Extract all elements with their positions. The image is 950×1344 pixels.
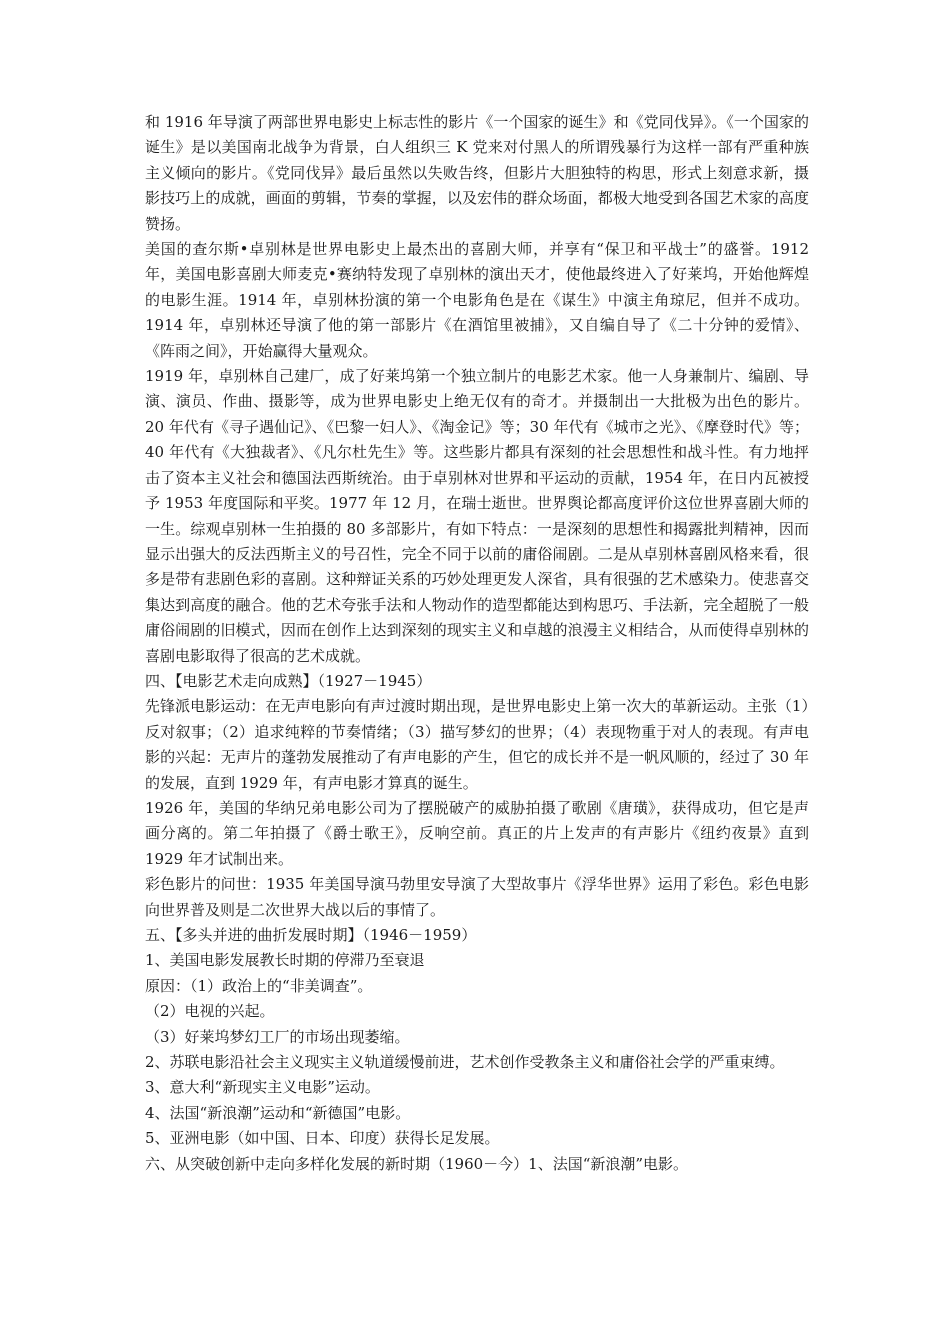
paragraph-chaplin-career: 1919 年，卓别林自己建厂，成了好莱坞第一个独立制片的电影艺术家。他一人身兼制片、编剧、导演、演员、作曲、摄影等，成为世界电影史上绝无仅有的奇才。并摄制出一大批极为出色的影片。20 年代有《寻子遇仙记》、《巴黎一妇人》、《淘金记》等；30 年代有《城市之光》、《摩登时代》等；40 年代有《大独裁者》、《凡尔杜先生》等。这些影片都具有深刻的社会思想性和战斗性。有力地抨击了资本主义社会和德国法西斯统治。由于卓别林对世界和平运动的贡献，1954 年，在日内瓦被授予 1953 年度国际和平奖。1977 年 12 月，在瑞士逝世。世界舆论都高度评价这位世界喜剧大师的一生。综观卓别林一生拍摄的 80 多部影片，有如下特点：一是深刻的思想性和揭露批判精神，因而显示出强大的反法西斯主义的号召性，完全不同于以前的庸俗闹剧。二是从卓别林喜剧风格来看，很多是带有悲剧色彩的喜剧。这种辩证关系的巧妙处理更发人深省，具有很强的艺术感染力。使悲喜交集达到高度的融合。他的艺术夸张手法和人物动作的造型都能达到构思巧、手法新，完全超脱了一般庸俗闹剧的旧模式，因而在创作上达到深刻的现实主义和卓越的浪漫主义相结合，从而使得卓别林的喜剧电影取得了很高的艺术成就。 — [145, 367, 809, 665]
list-item-us-decline: 1、美国电影发展教长时期的停滞乃至衰退 — [145, 951, 425, 970]
list-item-france-germany: 4、法国“新浪潮”运动和“新德国”电影。 — [145, 1103, 411, 1122]
section-heading-6: 六、从突破创新中走向多样化发展的新时期（1960－今）1、法国“新浪潮”电影。 — [145, 1154, 689, 1173]
paragraph-color-film: 彩色影片的问世：1935 年美国导演马勃里安导演了大型故事片《浮华世界》运用了彩色。彩色电影向世界普及则是二次世界大战以后的事情了。 — [145, 875, 809, 919]
paragraph-chaplin-intro: 美国的查尔斯•卓别林是世界电影史上最杰出的喜剧大师，并享有“保卫和平战士”的盛誉。1912 年，美国电影喜剧大师麦克•赛纳特发现了卓别林的演出天才，使他最终进入了好莱坞，开始他辉煌的电影生涯。1914 年，卓别林扮演的第一个电影角色是在《谋生》中演主角琼尼，但并不成功。1914 年，卓别林还导演了他的第一部影片《在酒馆里被捕》，又自编自导了《二十分钟的爱情》、《阵雨之间》，开始赢得大量观众。 — [145, 240, 809, 360]
paragraph-avant-garde: 先锋派电影运动：在无声电影向有声过渡时期出现，是世界电影史上第一次大的革新运动。主张（1）反对叙事；（2）追求纯粹的节奏情绪；（3）描写梦幻的世界；（4）表现物重于对人的表现。有声电影的兴起：无声片的蓬勃发展推动了有声电影的产生，但它的成长并不是一帆风顺的，经过了 30 年的发展，直到 1929 年，有声电影才算真的诞生。 — [145, 697, 809, 792]
document-page — [145, 110, 809, 1177]
list-item-reason-3: （3）好莱坞梦幻工厂的市场出现萎缩。 — [145, 1027, 410, 1046]
paragraph-griffith-films: 和 1916 年导演了两部世界电影史上标志性的影片《一个国家的诞生》和《党同伐异》。《一个国家的诞生》是以美国南北战争为背景，白人组织三 K 党来对付黑人的所谓残暴行为这样一部有严重种族主义倾向的影片。《党同伐异》最后虽然以失败告终，但影片大胆独特的构思，形式上刻意求新，摄影技巧上的成就，画面的剪辑，节奏的掌握，以及宏伟的群众场面，都极大地受到各国艺术家的高度赞扬。 — [145, 113, 809, 233]
section-heading-4: 四、【电影艺术走向成熟】（1927－1945） — [145, 671, 432, 690]
list-item-soviet: 2、苏联电影沿社会主义现实主义轨道缓慢前进，艺术创作受教条主义和庸俗社会学的严重束缚。 — [145, 1053, 785, 1072]
list-item-reason-1: 原因：（1）政治上的“非美调查”。 — [145, 976, 373, 995]
list-item-italy: 3、意大利“新现实主义电影”运动。 — [145, 1078, 380, 1097]
section-heading-5: 五、【多头并进的曲折发展时期】（1946－1959） — [145, 926, 477, 944]
paragraph-warner-sound: 1926 年，美国的华纳兄弟电影公司为了摆脱破产的威胁拍摄了歌剧《唐璜》，获得成功，但它是声画分离的。第二年拍摄了《爵士歌王》，反响空前。真正的片上发声的有声影片《纽约夜景》直到 1929 年才试制出来。 — [145, 798, 809, 868]
list-item-asia: 5、亚洲电影（如中国、日本、印度）获得长足发展。 — [145, 1129, 500, 1148]
list-item-reason-2: （2）电视的兴起。 — [145, 1002, 275, 1021]
